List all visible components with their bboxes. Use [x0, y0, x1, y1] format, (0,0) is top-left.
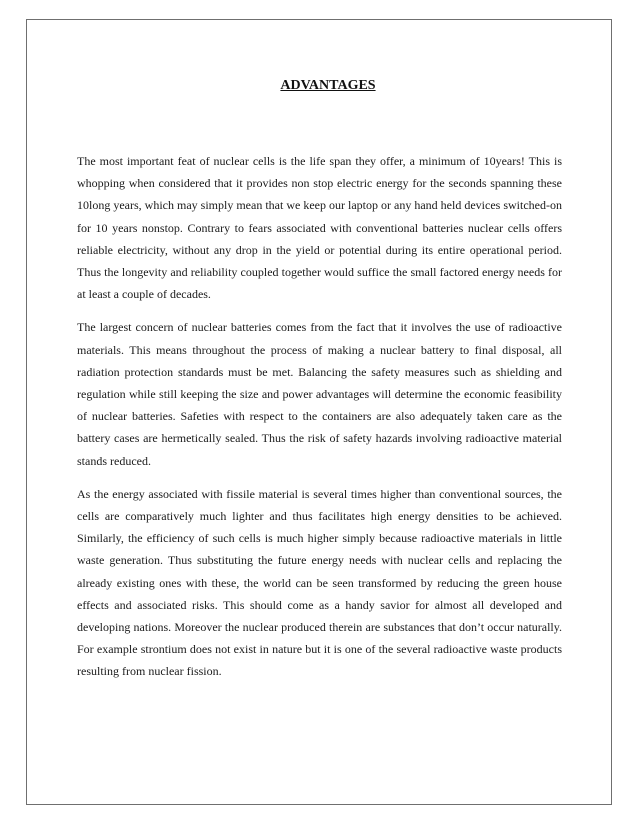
paragraph-1: The most important feat of nuclear cells is the life span they offer, a minimum of 10years! This is whopping when considered that it provides non stop electric energy for the seconds spanning these 10long years, which may simply mean that we keep our laptop or any hand held devices switched-on for 10 years nonstop. Contrary to fears associated with conventional batteries nuclear cells offers reliable electricity, without any drop in the yield or potential during its entire operational period. Thus the longevity and reliability coupled together would suffice the small factored energy needs for at least a couple of decades. [77, 154, 562, 302]
page-title-text: ADVANTAGES [280, 78, 376, 93]
document-body [77, 150, 562, 694]
paragraph-2: The largest concern of nuclear batteries comes from the fact that it involves the use of radioactive materials. This means throughout the process of making a nuclear battery to final disposal, all radiation protection standards must be met. Balancing the safety measures such as shielding and regulation while still keeping the size and power advantages will determine the economic feasibility of nuclear batteries. Safeties with respect to the containers are also adequately taken care as the battery cases are hermetically sealed. Thus the risk of safety hazards involving radioactive material stands reduced. [77, 320, 562, 468]
paragraph-3: As the energy associated with fissile material is several times higher than conventional sources, the cells are comparatively much lighter and thus facilitates high energy densities to be achieved. Similarly, the efficiency of such cells is much higher simply because radioactive materials in little waste generation. Thus substituting the future energy needs with nuclear cells and replacing the already existing ones with these, the world can be seen transformed by reducing the green house effects and associated risks. This should come as a handy savior for almost all developed and developing nations. Moreover the nuclear produced therein are substances that don’t occur naturally. For example strontium does not exist in nature but it is one of the several radioactive waste products resulting from nuclear fission. [77, 486, 562, 679]
page-title [0, 78, 638, 94]
